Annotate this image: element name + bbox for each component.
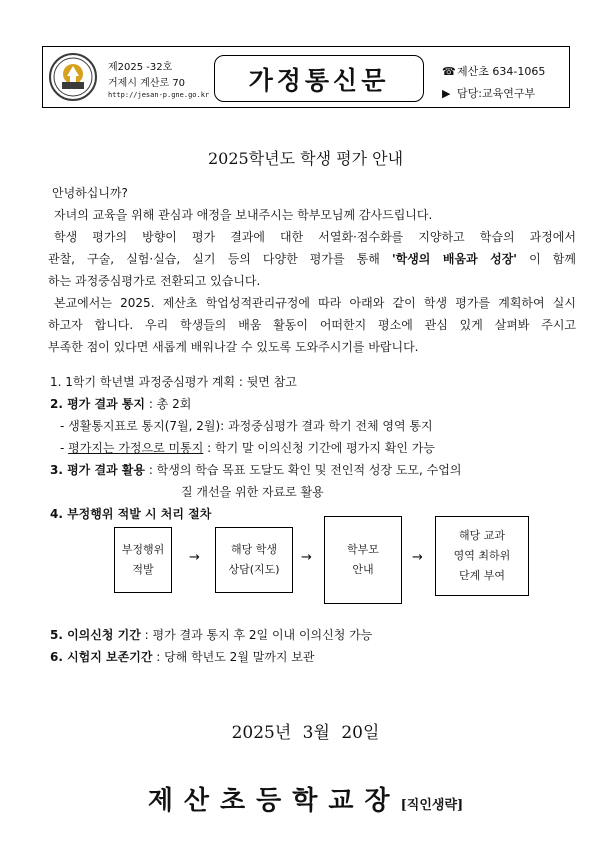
flow-step-1 bbox=[114, 527, 172, 593]
flow-step-1-line-2: 적발 bbox=[132, 563, 154, 576]
triangle-right-icon: ▶ bbox=[442, 87, 451, 100]
department: 담당:교육연구부 bbox=[457, 87, 536, 100]
issue-number: 제2025 -32호 bbox=[108, 62, 173, 73]
paragraph-2-line-3: 하는 과정중심평가로 전환되고 있습니다. bbox=[48, 274, 261, 288]
flow-arrow-3: → bbox=[412, 550, 423, 565]
list-item-3-label: 3. 평가 결과 활용 bbox=[50, 463, 145, 477]
paragraph-1: 자녀의 교육을 위해 관심과 애정을 보내주시는 학부모님께 감사드립니다. bbox=[54, 208, 433, 222]
list-item-6 bbox=[50, 648, 315, 665]
flow-step-3 bbox=[324, 516, 402, 604]
paragraph-3-line-1: 본교에서는 2025. 제산초 학업성적관리규정에 따라 아래와 같이 학생 평가를 계획하여 실시 bbox=[54, 296, 576, 310]
school-address: 거제시 계산로 70 bbox=[108, 78, 186, 89]
flow-step-3-line-2: 안내 bbox=[352, 563, 374, 576]
list-item-2 bbox=[50, 395, 191, 412]
phone-number: 제산초 634-1065 bbox=[457, 65, 546, 78]
school-logo bbox=[48, 52, 98, 102]
phone-icon: ☎ bbox=[442, 65, 456, 78]
list-item-5-label: 5. 이의신청 기간 bbox=[50, 628, 141, 642]
list-item-2-value: : 총 2회 bbox=[145, 397, 192, 411]
list-item-4: 4. 부정행위 적발 시 처리 절차 bbox=[50, 507, 212, 521]
list-item-2-label: 2. 평가 결과 통지 bbox=[50, 397, 145, 411]
list-item-6-value: : 당해 학년도 2월 말까지 보관 bbox=[152, 650, 315, 664]
list-item-3 bbox=[50, 461, 461, 478]
list-item-3-continued: 질 개선을 위한 자료로 활용 bbox=[181, 485, 324, 499]
flow-step-4-line-1: 해당 교과 bbox=[458, 529, 505, 542]
paragraph-2-line-2 bbox=[48, 250, 576, 267]
newsletter-title-box bbox=[214, 55, 424, 102]
list-item-2-sub-2-rest: : 학기 말 이의신청 기간에 평가지 확인 가능 bbox=[203, 441, 435, 455]
list-item-1: 1. 1학기 학년별 과정중심평가 계획 : 뒷면 참고 bbox=[50, 375, 297, 389]
list-item-3-value: : 학생의 학습 목표 도달도 확인 및 전인적 성장 도모, 수업의 bbox=[145, 463, 462, 477]
list-item-2-sub-1: - 생활통지표로 통지(7월, 2월): 과정중심평가 결과 학기 전체 영역 통지 bbox=[60, 419, 433, 433]
flow-step-4-line-2: 영역 최하위 bbox=[453, 549, 511, 562]
paragraph-2-line-2-before: 관찰, 구술, 실험·실습, 실기 등의 다양한 평가를 통해 bbox=[48, 252, 380, 266]
flow-step-4 bbox=[435, 516, 529, 596]
paragraph-2-line-2-after: 이 함께 bbox=[529, 252, 576, 266]
school-name: 제산초등학교장 bbox=[147, 786, 401, 816]
school-url[interactable]: http://jesan-p.gne.go.kr bbox=[108, 91, 210, 99]
greeting: 안녕하십니까? bbox=[52, 186, 128, 200]
list-item-2-sub-2-underlined: 평가지는 가정으로 미통지 bbox=[68, 441, 204, 455]
flow-step-3-line-1: 학부모 bbox=[347, 543, 379, 556]
seal-note: [직인생략] bbox=[400, 798, 464, 813]
flow-arrow-2: → bbox=[301, 550, 312, 565]
document-date: 2025년 3월 20일 bbox=[231, 723, 380, 743]
school-signature bbox=[0, 780, 611, 817]
flow-step-2-line-2: 상담(지도) bbox=[228, 563, 280, 576]
flow-step-2 bbox=[215, 527, 293, 593]
flow-step-2-line-1: 해당 학생 bbox=[230, 543, 277, 556]
list-item-6-label: 6. 시험지 보존기간 bbox=[50, 650, 153, 664]
newsletter-title: 가정통신문 bbox=[248, 65, 390, 95]
flow-step-4-line-3: 단계 부여 bbox=[458, 569, 505, 582]
paragraph-3-line-2: 하고자 합니다. 우리 학생들의 배움 활동이 어떠한지 평소에 관심 있게 살펴봐 주시고 bbox=[48, 318, 576, 332]
flow-step-1-line-1: 부정행위 bbox=[121, 543, 165, 556]
paragraph-2-quote: '학생의 배움과 성장' bbox=[391, 252, 517, 266]
flow-arrow-1: → bbox=[189, 550, 200, 565]
list-item-2-sub-2-dash: - bbox=[60, 441, 69, 455]
phone-line bbox=[442, 63, 545, 79]
list-item-2-sub-2 bbox=[60, 439, 435, 456]
paragraph-2-line-1: 학생 평가의 방향이 평가 결과에 대한 서열화·점수화를 지양하고 학습의 과정에서 bbox=[54, 230, 576, 244]
paragraph-3-line-3: 부족한 점이 있다면 새롭게 배워나갈 수 있도록 도와주시기를 바랍니다. bbox=[48, 340, 419, 354]
list-item-5 bbox=[50, 626, 372, 643]
document-title: 2025학년도 학생 평가 안내 bbox=[207, 149, 404, 168]
list-item-5-value: : 평가 결과 통지 후 2일 이내 이의신청 가능 bbox=[140, 628, 373, 642]
department-line bbox=[442, 85, 535, 101]
